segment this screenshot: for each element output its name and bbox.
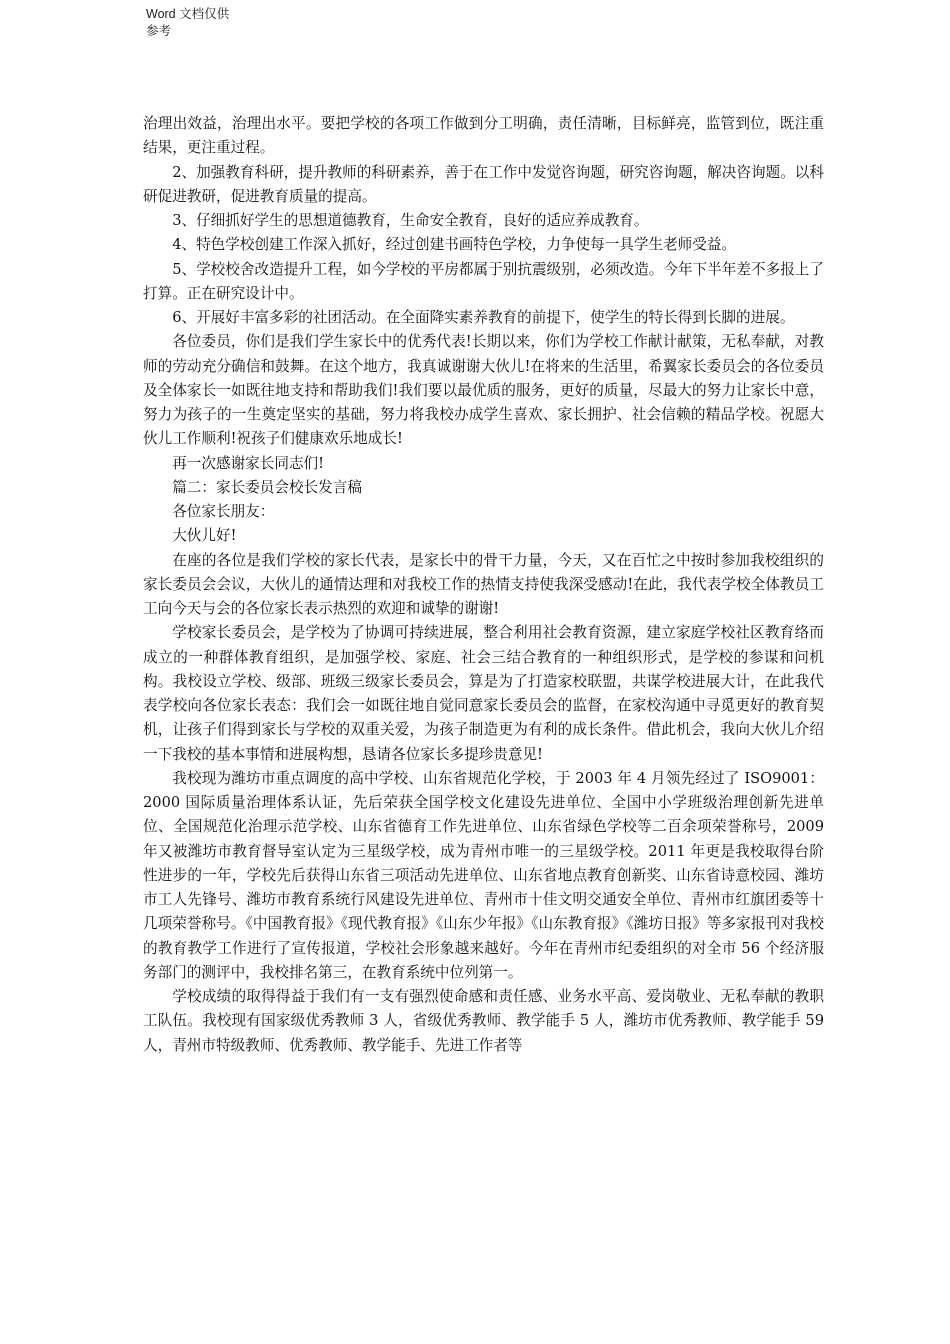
paragraph: 3、仔细抓好学生的思想道德教育，生命安全教育，良好的适应养成教育。 — [172, 212, 649, 229]
paragraph: 各位委员，你们是我们学生家长中的优秀代表!长期以来，你们为学校工作献计献策，无私奉献，对教师的劳动充分确信和鼓舞。在这个地方，我真诚谢谢大伙儿!在将来的生活里，希翼家长委员会的各位委员及全体家长一如既往地支持和帮助我们!我们要以最优质的服务，更好的质量，尽最大的努力让家长中意，努力为孩子的一生奠定坚实的基础，努力将我校办成学生喜欢、家长拥护、社会信赖的精品学校。祝愿大伙儿工作顺利!祝孩子们健康欢乐地成长! — [143, 333, 824, 448]
page-header-note: Word 文档仅供参考 — [146, 7, 230, 38]
document-body — [143, 112, 824, 1058]
section-title: 篇二：家长委员会校长发言稿 — [172, 478, 362, 496]
paragraph: 我校现为潍坊市重点调度的高中学校、山东省规范化学校，于 2003 年 4 月领先经过了 ISO9001：2000 国际质量治理体系认证，先后荣获全国学校文化建设先进单位、全国中小学班级治理创新先进单位、全国规范化治理示范学校、山东省德育工作先进单位、山东省绿色学校等二百余项荣誉称号，2009 年又被潍坊市教育督导室认定为三星级学校，成为青州市唯一的三星级学校。2011 年更是我校取得台阶性进步的一年，学校先后获得山东省三项活动先进单位、山东省地点教育创新奖、山东省诗意校园、潍坊市工人先锋号、潍坊市教育系统行风建设先进单位、青州市十佳文明交通安全单位、青州市红旗团委等十几项荣誉称号。《中国教育报》《现代教育报》《山东少年报》《山东教育报》《潍坊日报》等多家报刊对我校的教育教学工作进行了宣传报道，学校社会形象越来越好。今年在青州市纪委组织的对全市 56 个经济服务部门的测评中，我校排名第三，在教育系统中位列第一。 — [143, 769, 824, 981]
paragraph: 治理出效益，治理出水平。要把学校的各项工作做到分工明确，责任清晰，目标鲜亮，监管到位，既注重结果，更注重过程。 — [143, 115, 824, 157]
paragraph: 学校成绩的取得得益于我们有一支有强烈使命感和责任感、业务水平高、爱岗敬业、无私奉献的教职工队伍。我校现有国家级优秀教师 3 人，省级优秀教师、教学能手 5 人，潍坊市优秀教师、教学能手 59 人，青州市特级教师、优秀教师、教学能手、先进工作者等 — [143, 988, 824, 1054]
paragraph: 5、学校校舍改造提升工程，如今学校的平房都属于别抗震级别，必须改造。今年下半年差不多报上了打算。正在研究设计中。 — [143, 260, 824, 302]
paragraph: 2、加强教育科研，提升教师的科研素养，善于在工作中发觉咨询题，研究咨询题，解决咨询题。以科研促进教研，促进教育质量的提高。 — [143, 163, 824, 205]
paragraph: 学校家长委员会，是学校为了协调可持续进展，整合利用社会教育资源，建立家庭学校社区教育络而成立的一种群体教育组织，是加强学校、家庭、社会三结合教育的一种组织形式，是学校的参谋和问机构。我校设立学校、级部、班级三级家长委员会，算是为了打造家校联盟，共谋学校进展大计，在此我代表学校向各位家长表态：我们会一如既往地自觉同意家长委员会的监督，在家校沟通中寻觅更好的教育契机，让孩子们得到家长与学校的双重关爱，为孩子制造更为有利的成长条件。借此机会，我向大伙儿介绍一下我校的基本事情和进展构想，恳请各位家长多提珍贵意见! — [143, 624, 824, 763]
paragraph: 再一次感谢家长同志们! — [172, 454, 324, 472]
paragraph: 6、开展好丰富多彩的社团活动。在全面降实素养教育的前提下，使学生的特长得到长脚的进展。 — [172, 309, 795, 326]
greeting: 大伙儿好! — [172, 527, 237, 545]
paragraph: 4、特色学校创建工作深入抓好，经过创建书画特色学校，力争使每一具学生老师受益。 — [172, 236, 737, 254]
salutation: 各位家长朋友： — [172, 503, 275, 520]
paragraph: 在座的各位是我们学校的家长代表，是家长中的骨干力量，今天，又在百忙之中按时参加我校组织的家长委员会会议，大伙儿的通情达理和对我校工作的热情支持使我深受感动!在此，我代表学校全体教员工工向今天与会的各位家长表示热烈的欢迎和诚挚的谢谢! — [143, 551, 824, 617]
